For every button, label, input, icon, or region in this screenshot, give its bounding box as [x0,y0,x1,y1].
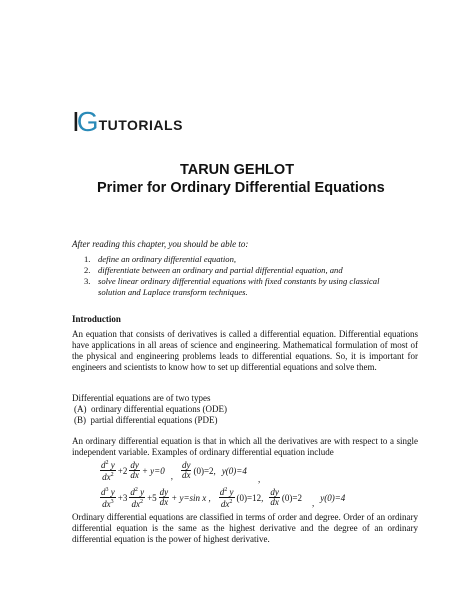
document-title: Primer for Ordinary Differential Equations [97,180,385,196]
equation-1: $\frac{d^2 y}{dx^2}$ +2 $\frac{dy}{dx}$ + y=0 , $\frac{dy}{dx}$ (0)=2, y(0)=4 [101,460,247,482]
equation-separator: , [258,474,261,484]
logo [72,104,183,136]
list-item: 3. solve linear ordinary differential equations with fixed constants by using classical [84,276,380,286]
list-item: 2. differentiate between an ordinary and partial differential equation, and [84,265,343,275]
classification-paragraph: Ordinary differential equations are classified in terms of order and degree. Order of an ordinary differential equation is the same as the highest derivative and the degree of an ordinary differential equation is the power of highest derivative. [72,512,418,544]
objectives-lead: After reading this chapter, you should be able to: [72,239,249,249]
section-heading: Introduction [72,314,121,324]
ode-paragraph: An ordinary differential equation is that in which all the derivatives are with respect to a single independent variable. Examples of ordinary differential equation include [72,436,418,457]
list-item: solution and Laplace transform techniques. [98,287,248,297]
logo-text: TUTORIALS [98,117,183,133]
equation-2: $\frac{d^3 y}{dx^3}$ +3 $\frac{d^2 y}{dx^2}$ +5 $\frac{dy}{dx}$ + y=sin x , $\frac{d^2 y}{dx^2}$ (0)=12, $\frac{dy}{dx}$ (0)=2 , y(0)=4 [101,487,346,509]
objectives-list [84,254,404,298]
author-name: TARUN GEHLOT [179,162,295,178]
types-lead: Differential equations are of two types [72,393,211,403]
list-item: 1. define an ordinary differential equation, [84,254,237,264]
type-item-ode: (A) ordinary differential equations (ODE) [74,404,228,414]
type-item-pde: (B) partial differential equations (PDE) [74,415,218,425]
logo-mark: IG [72,106,96,137]
intro-paragraph: An equation that consists of derivatives is called a differential equation. Differential equations have applications in all areas of science and engineering. Mathematical formulation of most of the physical and engineering problems leads to differential equations. So, it is important for engineers and scientists to know how to set up differential equations and solve them. [72,329,418,372]
